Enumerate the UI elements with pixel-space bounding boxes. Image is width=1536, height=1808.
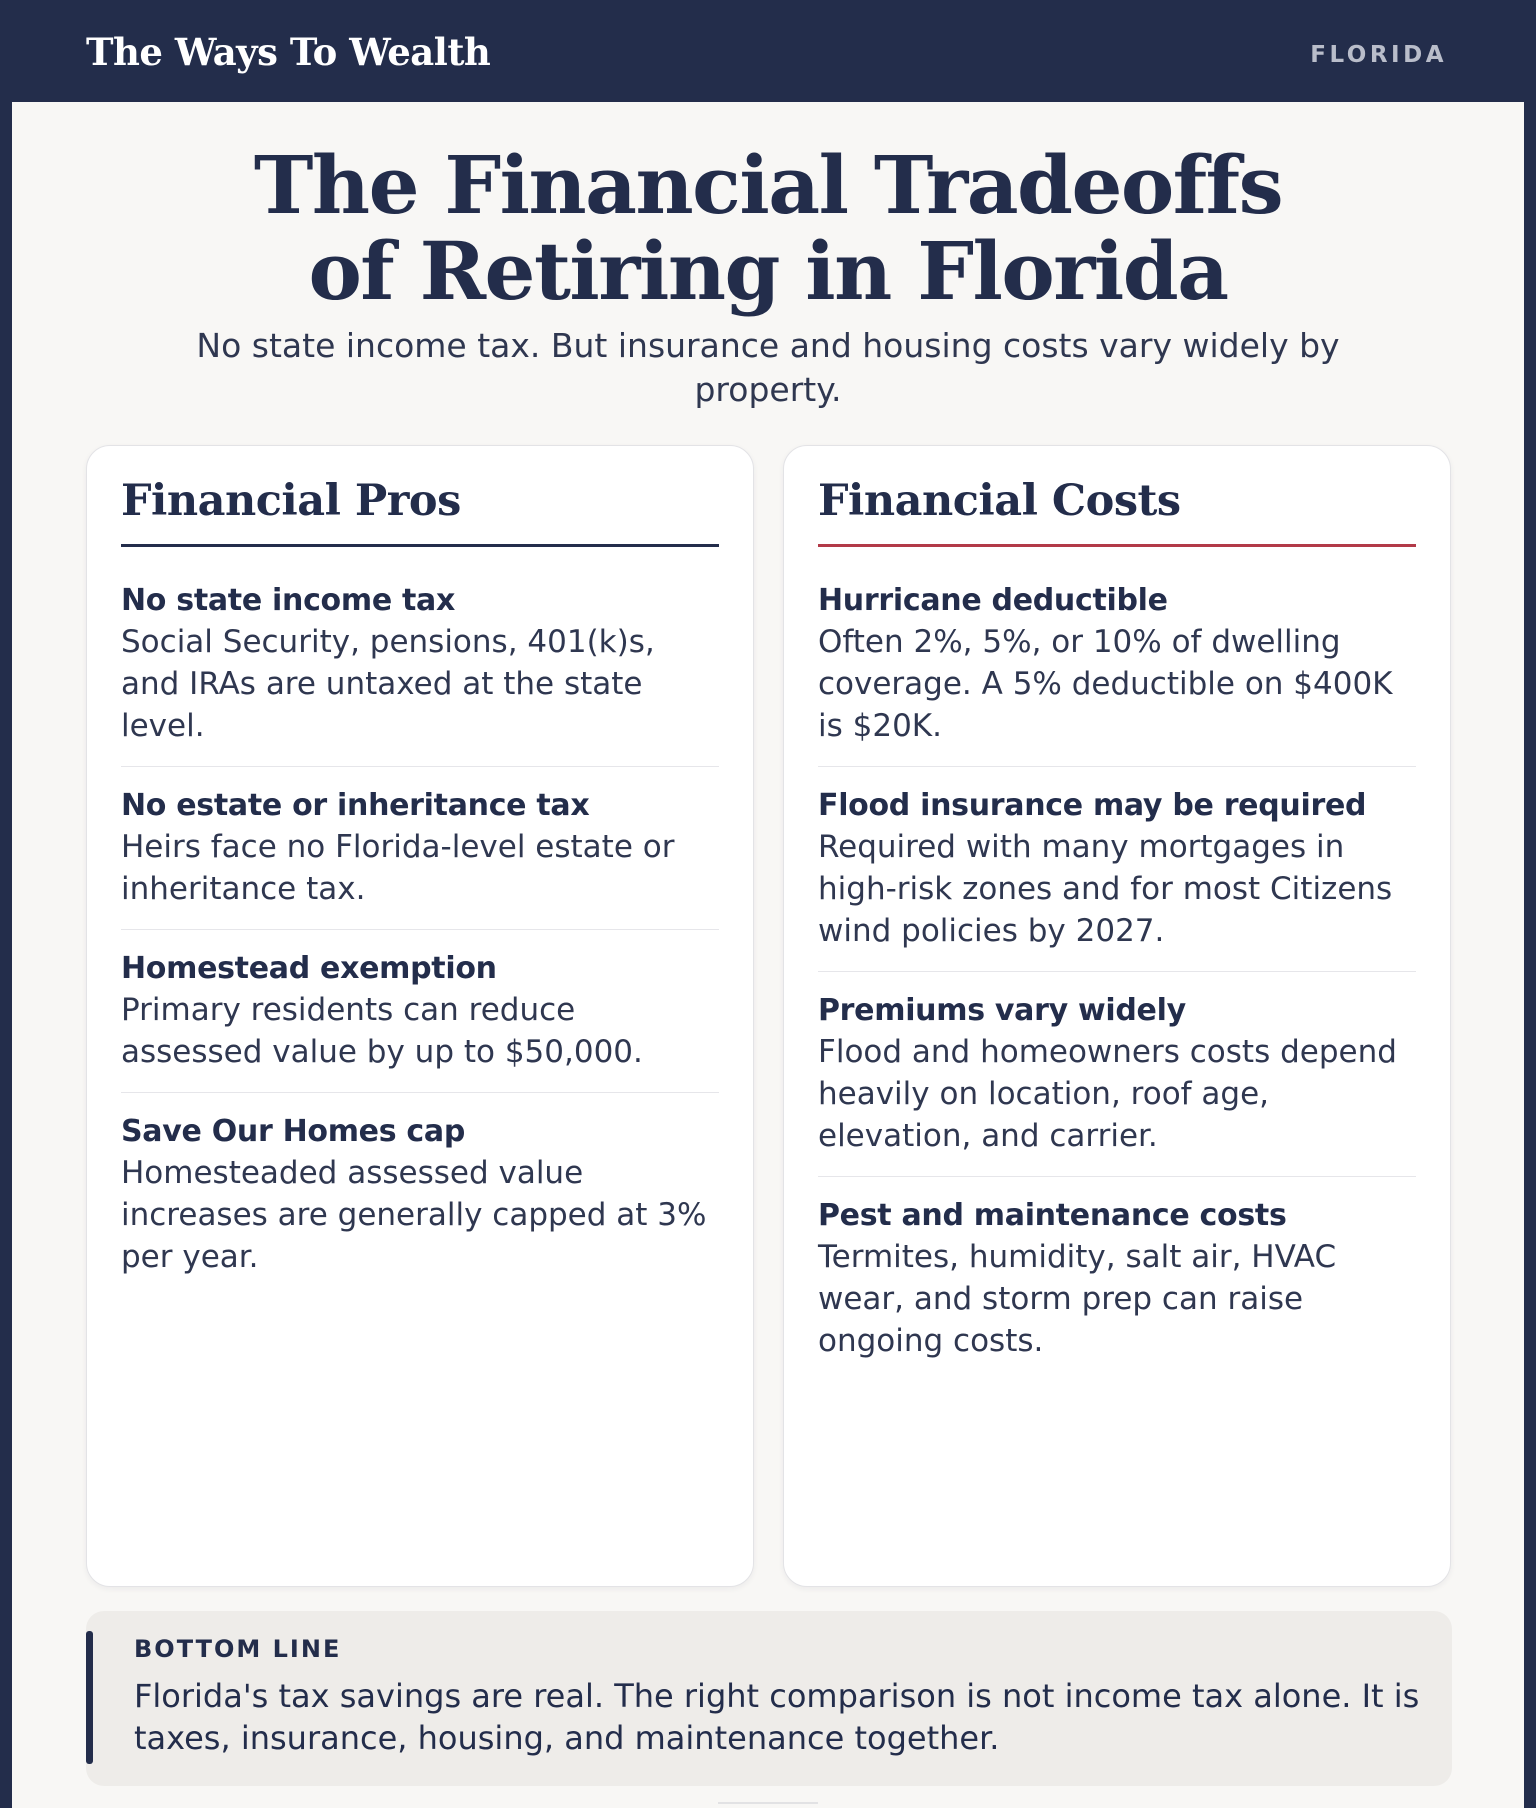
- pros-item-title: No estate or inheritance tax: [121, 788, 590, 823]
- pros-heading: Financial Pros: [121, 476, 461, 526]
- infographic-sheet: [12, 102, 1524, 1808]
- costs-heading: Financial Costs: [818, 476, 1181, 526]
- costs-item: [818, 581, 1416, 767]
- costs-item-text: Often 2%, 5%, or 10% of dwelling coverage. A 5% deductible on $400K is $20K.: [818, 624, 1393, 744]
- costs-item-text: Termites, humidity, salt air, HVAC wear, and storm prep can raise ongoing costs.: [818, 1239, 1337, 1359]
- pros-item: [121, 581, 719, 767]
- pros-item-title: No state income tax: [121, 583, 456, 618]
- pros-item-text: Social Security, pensions, 401(k)s, and IRAs are untaxed at the state level.: [121, 624, 655, 744]
- title-line-1: The Financial Tradeoffs: [253, 138, 1283, 232]
- pros-item-title: Homestead exemption: [121, 951, 497, 986]
- costs-item: [818, 786, 1416, 972]
- page-title: [12, 138, 1524, 318]
- costs-item-title: Flood insurance may be required: [818, 788, 1367, 823]
- bottom-line-callout: [86, 1611, 1452, 1786]
- costs-item: [818, 991, 1416, 1177]
- footer-divider: [718, 1802, 818, 1804]
- costs-item-title: Hurricane deductible: [818, 583, 1168, 618]
- region-label: FLORIDA: [1310, 42, 1447, 68]
- title-line-2: of Retiring in Florida: [308, 224, 1228, 318]
- costs-item-title: Premiums vary widely: [818, 993, 1186, 1028]
- top-bar: [0, 0, 1536, 102]
- costs-item: [818, 1196, 1416, 1381]
- page-subtitle: No state income tax. But insurance and housing costs vary widely by property.: [196, 326, 1340, 409]
- costs-item-text: Flood and homeowners costs depend heavily on location, roof age, elevation, and carrier.: [818, 1034, 1397, 1154]
- costs-item-title: Pest and maintenance costs: [818, 1198, 1287, 1233]
- brand-name: The Ways To Wealth: [86, 30, 491, 74]
- pros-item-text: Heirs face no Florida-level estate or inheritance tax.: [121, 829, 675, 907]
- pros-card: [86, 445, 754, 1587]
- bottom-line-text: Florida's tax savings are real. The right comparison is not income tax alone. It is taxes, insurance, housing, and maintenance together.: [134, 1677, 1420, 1757]
- costs-card: [783, 445, 1451, 1587]
- pros-item: [121, 949, 719, 1093]
- pros-item: [121, 1112, 719, 1297]
- pros-divider: [121, 544, 719, 547]
- costs-divider: [818, 544, 1416, 547]
- pros-list: [121, 581, 719, 1316]
- pros-item-text: Homesteaded assessed value increases are generally capped at 3% per year.: [121, 1155, 707, 1275]
- bottom-line-label: BOTTOM LINE: [134, 1635, 342, 1663]
- pros-item-text: Primary residents can reduce assessed value by up to $50,000.: [121, 992, 643, 1070]
- pros-item: [121, 786, 719, 930]
- pros-item-title: Save Our Homes cap: [121, 1114, 466, 1149]
- costs-list: [818, 581, 1416, 1400]
- callout-accent-bar: [86, 1631, 93, 1764]
- costs-item-text: Required with many mortgages in high-risk zones and for most Citizens wind policies by 2027.: [818, 829, 1393, 949]
